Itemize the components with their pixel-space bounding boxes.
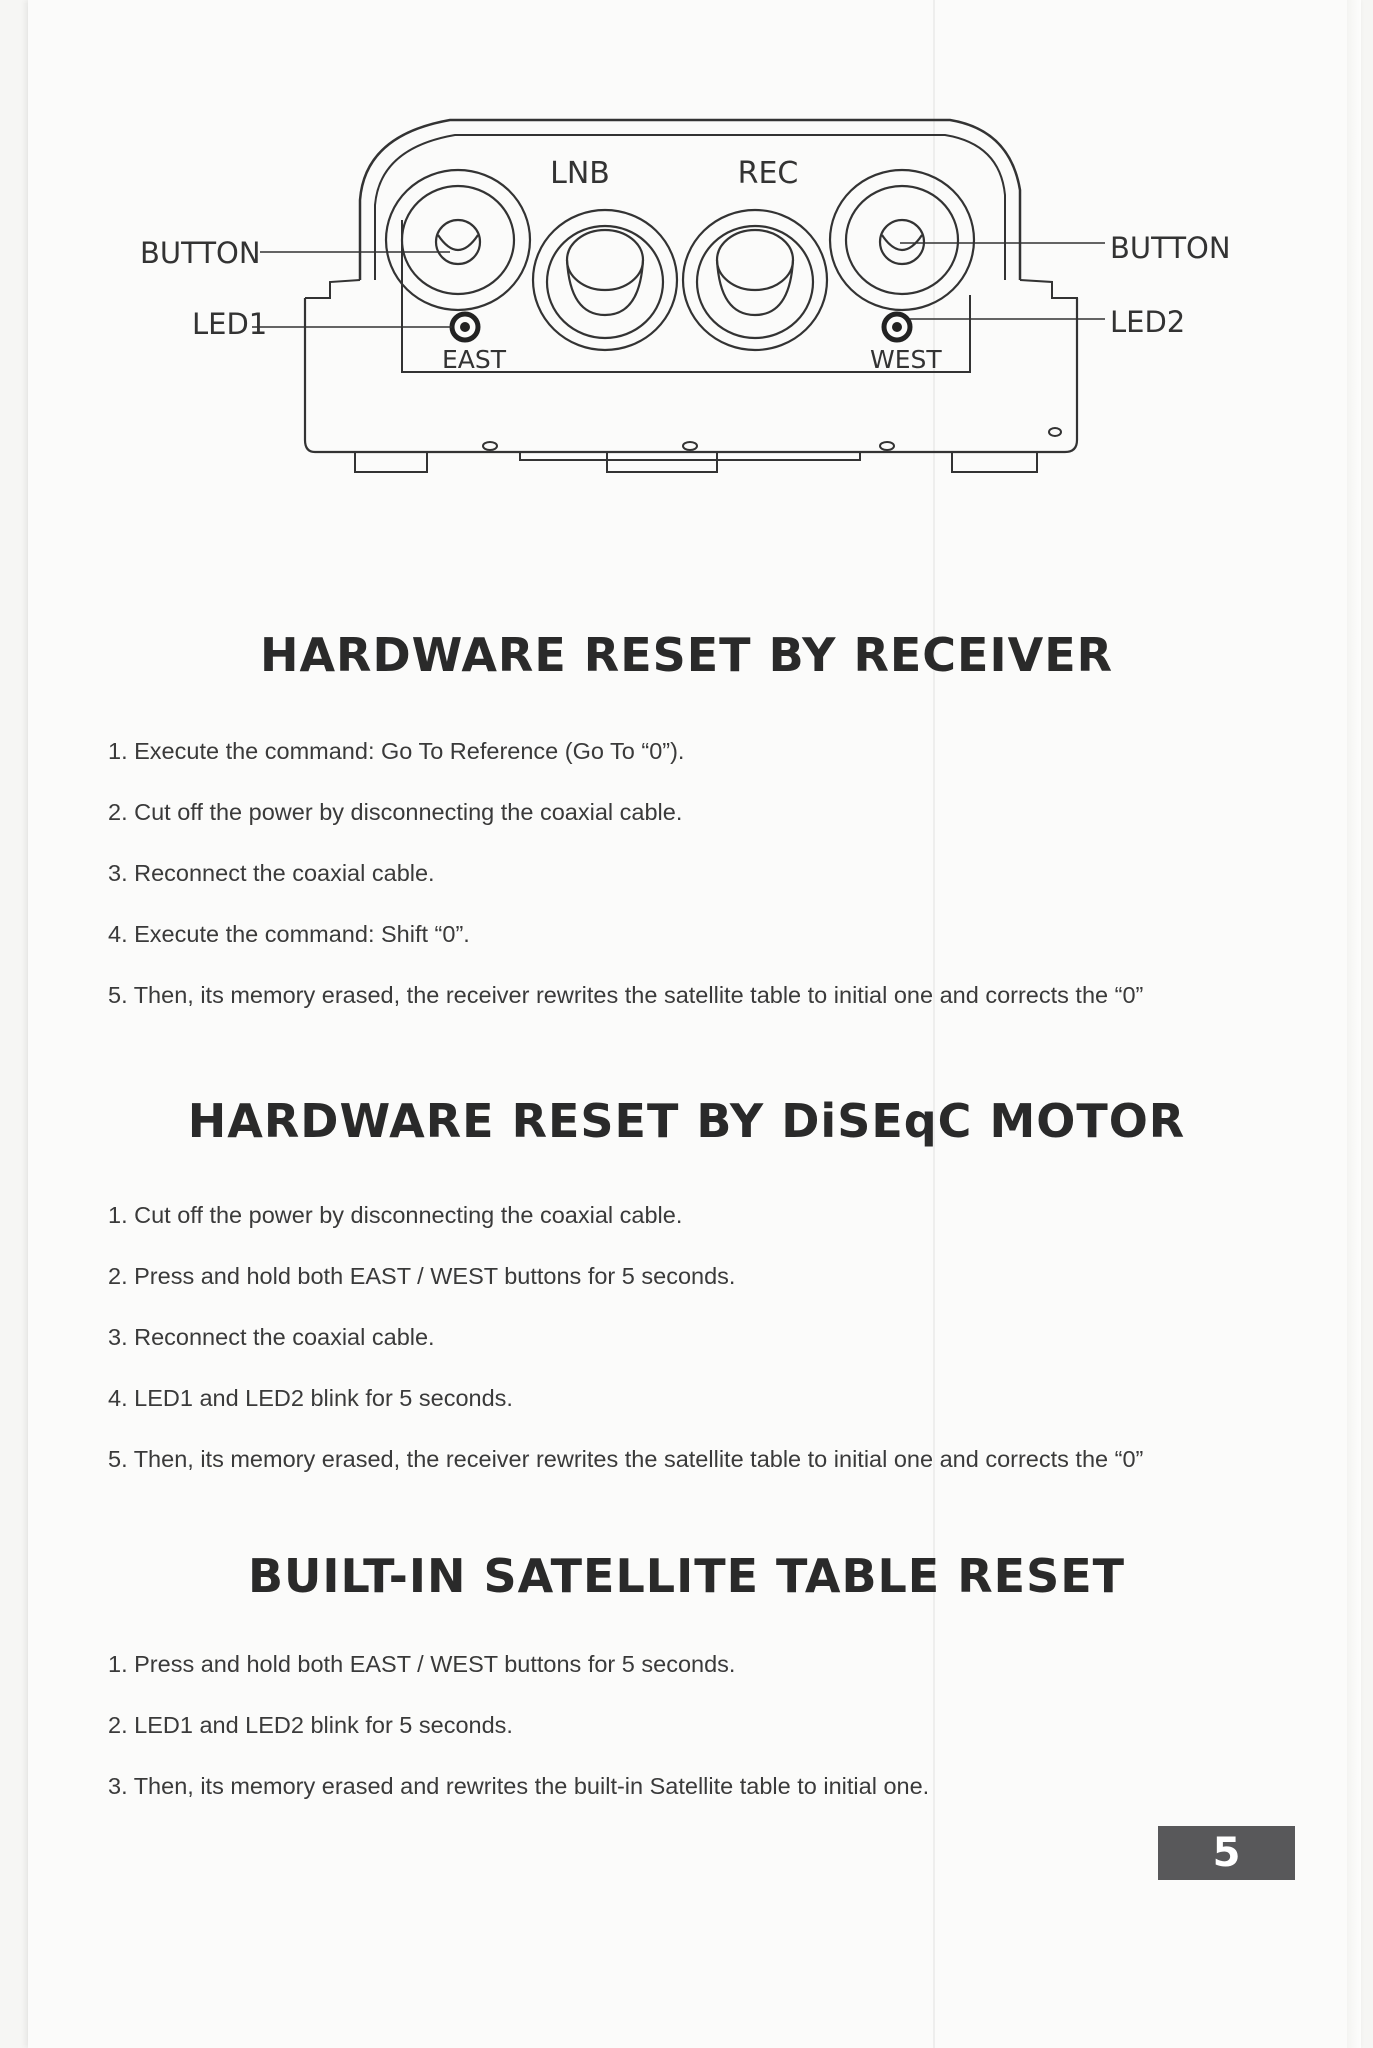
- satellite-table-reset-steps: [108, 1650, 1308, 1833]
- section-title-receiver-reset: HARDWARE RESET BY RECEIVER: [259, 628, 1114, 682]
- diseqc-reset-steps: [108, 1201, 1308, 1506]
- motor-connector-diagram: [130, 100, 1260, 490]
- page-number-badge: 5: [1158, 1826, 1295, 1880]
- screw-1: [483, 442, 497, 450]
- list-item: 1. Execute the command: Go To Reference (Go To “0”).: [108, 738, 685, 764]
- lnb-label: LNB: [550, 156, 610, 191]
- foot-center: [607, 452, 717, 472]
- list-item: 3. Reconnect the coaxial cable.: [108, 860, 435, 886]
- button-left-label: BUTTON: [140, 236, 261, 270]
- button-west-icon: [830, 170, 974, 310]
- foot-left: [355, 452, 427, 472]
- base-block: [305, 298, 1077, 452]
- screw-3: [880, 442, 894, 450]
- housing-step-right: [1020, 280, 1078, 298]
- list-item: 4. Execute the command: Shift “0”.: [108, 921, 470, 947]
- connector-diagram-svg: [130, 100, 1260, 490]
- lnb-connector-icon: [533, 210, 677, 350]
- housing-step-left: [305, 280, 360, 298]
- section-title-satellite-table-reset: BUILT-IN SATELLITE TABLE RESET: [247, 1549, 1126, 1603]
- list-item: 3. Then, its memory erased and rewrites the built-in Satellite table to initial one.: [108, 1773, 930, 1799]
- led2-icon: [884, 314, 910, 340]
- foot-right: [952, 452, 1037, 472]
- list-item: 4. LED1 and LED2 blink for 5 seconds.: [108, 1385, 513, 1411]
- list-item: 2. Cut off the power by disconnecting the coaxial cable.: [108, 799, 683, 825]
- list-item: 1. Cut off the power by disconnecting the coaxial cable.: [108, 1202, 683, 1228]
- led2-label: LED2: [1110, 305, 1186, 339]
- list-item: 1. Press and hold both EAST / WEST buttons for 5 seconds.: [108, 1651, 736, 1677]
- list-item: 5. Then, its memory erased, the receiver rewrites the satellite table to initial one and corrects the “0”: [108, 982, 1144, 1008]
- west-label: WEST: [870, 345, 942, 374]
- led1-icon: [452, 314, 478, 340]
- section-title-diseqc-reset: HARDWARE RESET BY DiSEqC MOTOR: [187, 1094, 1186, 1148]
- led1-label: LED1: [192, 307, 268, 341]
- button-east-icon: [386, 170, 530, 310]
- button-right-label: BUTTON: [1110, 231, 1231, 265]
- rec-label: REC: [737, 156, 799, 191]
- list-item: 3. Reconnect the coaxial cable.: [108, 1324, 435, 1350]
- base-rail: [520, 452, 860, 460]
- screw-4: [1049, 428, 1061, 436]
- housing-outline: [360, 120, 1020, 280]
- east-label: EAST: [442, 345, 507, 374]
- screw-2: [683, 442, 697, 450]
- list-item: 5. Then, its memory erased, the receiver rewrites the satellite table to initial one and corrects the “0”: [108, 1446, 1144, 1472]
- list-item: 2. LED1 and LED2 blink for 5 seconds.: [108, 1712, 513, 1738]
- rec-connector-icon: [683, 210, 827, 350]
- receiver-reset-steps: [108, 737, 1308, 1042]
- page-edge: [1347, 0, 1361, 2048]
- list-item: 2. Press and hold both EAST / WEST buttons for 5 seconds.: [108, 1263, 736, 1289]
- housing-inner-outline: [375, 135, 1005, 280]
